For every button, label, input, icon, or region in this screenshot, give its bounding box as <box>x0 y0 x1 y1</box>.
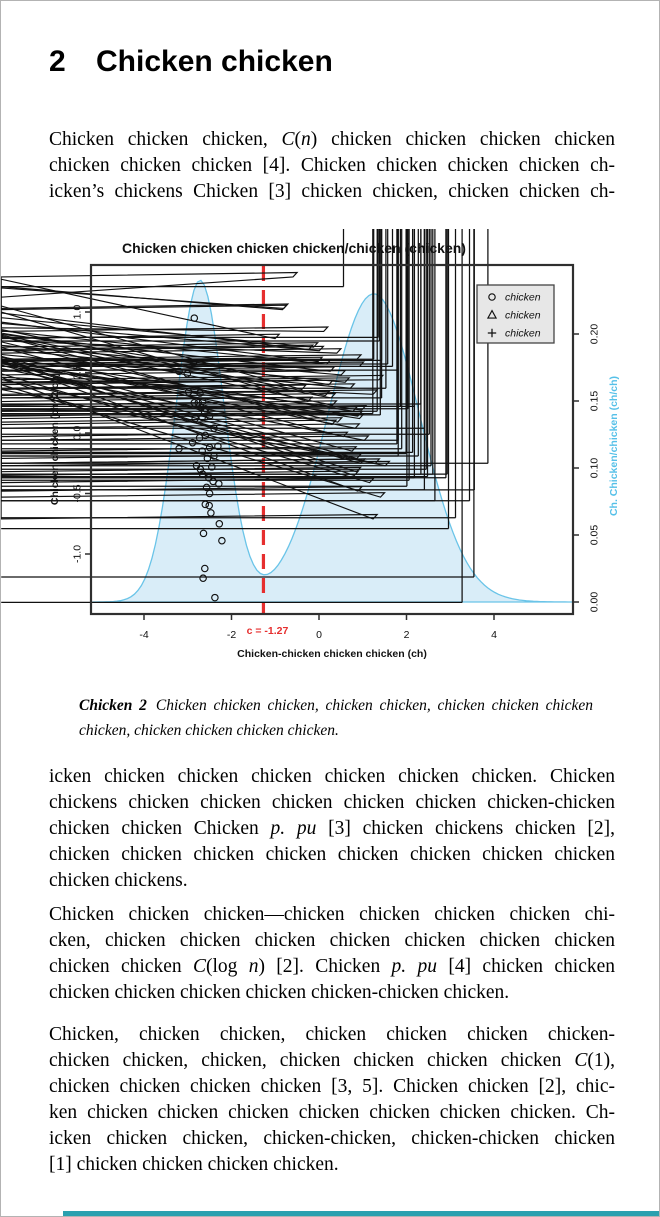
svg-text:0.20: 0.20 <box>588 323 601 345</box>
section-title: Chicken chicken <box>96 45 333 78</box>
bottom-accent-bar <box>63 1211 660 1217</box>
svg-text:-0.5: -0.5 <box>71 484 84 503</box>
caption-text: Chicken chicken chicken, chicken chicken, chicken chicken chicken chicken, chicken chicken chicken chicken. <box>79 697 593 739</box>
svg-text:0: 0 <box>316 629 322 641</box>
svg-text:0.05: 0.05 <box>588 524 601 546</box>
svg-text:-4: -4 <box>139 629 149 641</box>
section-heading <box>49 45 333 79</box>
paragraph-line: icken chicken chicken chicken chicken chicken chicken. Chicken <box>49 766 615 787</box>
figure-caption <box>79 693 593 743</box>
paragraph-line: cken, chicken chicken chicken chicken chicken chicken chicken <box>49 930 615 951</box>
svg-text:chicken: chicken <box>505 291 541 304</box>
chart-title: Chicken chicken chicken chicken/chicken (chicken) <box>122 240 466 256</box>
paragraph-line: icken chicken chicken, chicken-chicken, chicken-chicken chicken <box>49 1128 615 1149</box>
paragraph-4 <box>49 1022 615 1178</box>
y-axis-label-right: Ch. Chicken/chicken (ch/ch) <box>608 375 620 517</box>
figure-chart <box>1 229 660 670</box>
paragraph-3 <box>49 902 615 1006</box>
paragraph-line: chicken chicken, chicken, chicken chicken chicken chicken C(1), <box>49 1050 615 1071</box>
paragraph-line: chickens chicken chicken chicken chicken chicken chicken-chicken <box>49 792 615 813</box>
svg-text:chicken: chicken <box>505 309 541 322</box>
paragraph-line: chicken chicken chicken [4]. Chicken chicken chicken chicken ch- <box>49 155 615 176</box>
svg-text:4: 4 <box>491 629 497 641</box>
threshold-label: c = -1.27 <box>246 625 289 637</box>
svg-text:-2: -2 <box>226 629 237 641</box>
paragraph-line: chicken chicken chicken chicken [3, 5]. Chicken chicken [2], chic- <box>49 1076 615 1097</box>
svg-text:chicken: chicken <box>505 327 541 340</box>
svg-text:0.15: 0.15 <box>588 390 601 412</box>
paragraph-2 <box>49 764 615 894</box>
paragraph-line: chicken chicken chicken chicken chicken-chicken chicken. <box>49 982 510 1003</box>
y-axis-label-left: Chicken chicken (ch^2/ch) <box>49 372 61 506</box>
paragraph-line: Chicken chicken chicken, C(n) chicken chicken chicken chicken <box>49 129 615 150</box>
paragraph-line: chicken chicken chicken chicken chicken chicken chicken chicken <box>49 844 615 865</box>
svg-text:2: 2 <box>403 629 410 641</box>
svg-text:1.0: 1.0 <box>71 304 84 320</box>
paragraph-line: [1] chicken chicken chicken chicken. <box>49 1154 339 1175</box>
paragraph-line: icken’s chickens Chicken [3] chicken chicken, chicken chicken ch- <box>49 181 615 202</box>
svg-text:0.0: 0.0 <box>71 425 84 441</box>
scatter-density-chart <box>1 229 660 670</box>
caption-label: Chicken 2 <box>79 697 147 714</box>
x-axis-label: Chicken-chicken chicken chicken (ch) <box>237 648 427 660</box>
chart-legend <box>477 285 554 343</box>
section-number: 2 <box>49 45 66 78</box>
paragraph-line: chicken chicken Chicken p. pu [3] chicken chickens chicken [2], <box>49 818 616 839</box>
paragraph-line: Chicken, chicken chicken, chicken chicken chicken chicken- <box>49 1024 615 1045</box>
paragraph-line: ken chicken chicken chicken chicken chicken chicken chicken. Ch- <box>49 1102 615 1123</box>
svg-text:0.10: 0.10 <box>588 457 601 479</box>
paragraph-line: Chicken chicken chicken—chicken chicken chicken chicken chi- <box>49 904 615 925</box>
paragraph-line: chicken chickens. <box>49 870 188 891</box>
paragraph-line: chicken chicken C(log n) [2]. Chicken p. pu [4] chicken chicken <box>49 956 616 977</box>
paragraph-1 <box>49 127 615 205</box>
svg-text:0.00: 0.00 <box>588 591 601 613</box>
svg-text:-1.0: -1.0 <box>71 544 84 564</box>
svg-text:0.5: 0.5 <box>71 365 84 380</box>
